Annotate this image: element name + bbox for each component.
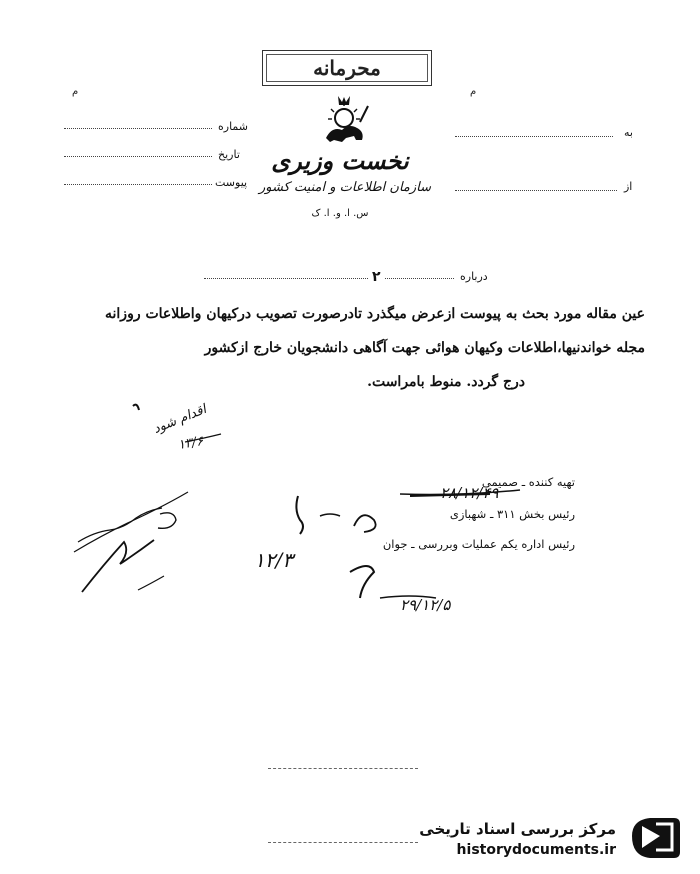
watermark-url: historydocuments.ir <box>456 842 616 858</box>
department-head-label: رئیس اداره یکم عملیات وبررسی ـ جوان <box>382 537 575 551</box>
signature-date-2: ۲۹/۱۲/۵ <box>400 596 451 614</box>
organization-name: سازمان اطلاعات و امنیت کشور <box>258 180 432 195</box>
corner-mark-left: م <box>72 86 79 97</box>
watermark-title: مرکز بررسی اسناد تاریخی <box>419 820 616 838</box>
to-field-line <box>455 136 613 137</box>
body-line-3: درج گردد. منوط بامراست. <box>367 374 525 390</box>
subject-field-line <box>204 278 454 279</box>
confidential-stamp: محرمانه <box>262 50 432 86</box>
section-head-label: رئیس بخش ۳۱۱ ـ شهبازی <box>449 507 575 521</box>
subject-number: ۲ <box>368 269 385 285</box>
attachment-label: پیوست <box>215 176 248 189</box>
bottom-line-top <box>268 768 418 769</box>
date-field-line <box>64 156 212 157</box>
archive-logo-icon <box>626 814 682 860</box>
ministry-title: نخست وزیری <box>271 146 409 175</box>
number-field-line <box>64 128 212 129</box>
number-label: شماره <box>218 120 249 133</box>
corner-mark-right: م <box>470 86 477 97</box>
handwritten-stroke-icon <box>125 400 225 460</box>
signature-date-1: ۲۸/۱۲/۴۹ <box>440 484 499 502</box>
lion-and-sun-emblem-icon <box>316 92 372 148</box>
from-label: از <box>624 180 633 193</box>
bottom-line-bottom <box>268 842 418 843</box>
body-line-2: مجله خواندنیها،اطلاعات وکیهان هوائی جهت آگاهی دانشجویان خارج ازکشور <box>204 340 645 356</box>
archive-watermark <box>416 812 686 862</box>
organization-code: س. ا. و. ا. ک <box>311 208 369 219</box>
margin-signature-icon <box>64 480 204 600</box>
handwritten-number: ۱۳/۶ <box>176 433 205 454</box>
subject-label: درباره <box>460 270 488 283</box>
handwritten-note: اقدام شود <box>151 402 209 437</box>
center-handwritten-number: ۱۲/۳ <box>254 548 293 572</box>
signatures-ink-icon <box>340 480 570 620</box>
date-label: تاریخ <box>218 148 240 161</box>
attachment-field-line <box>64 184 212 185</box>
to-label: به <box>624 126 633 139</box>
prepared-by-label: تهیه کننده ـ صمیمی <box>481 475 575 489</box>
body-line-1: عین مقاله مورد بحث به پیوست ازعرض میگذرد تادرصورت تصویب درکیهان واطلاعات روزانه <box>105 306 645 322</box>
from-field-line <box>455 190 617 191</box>
